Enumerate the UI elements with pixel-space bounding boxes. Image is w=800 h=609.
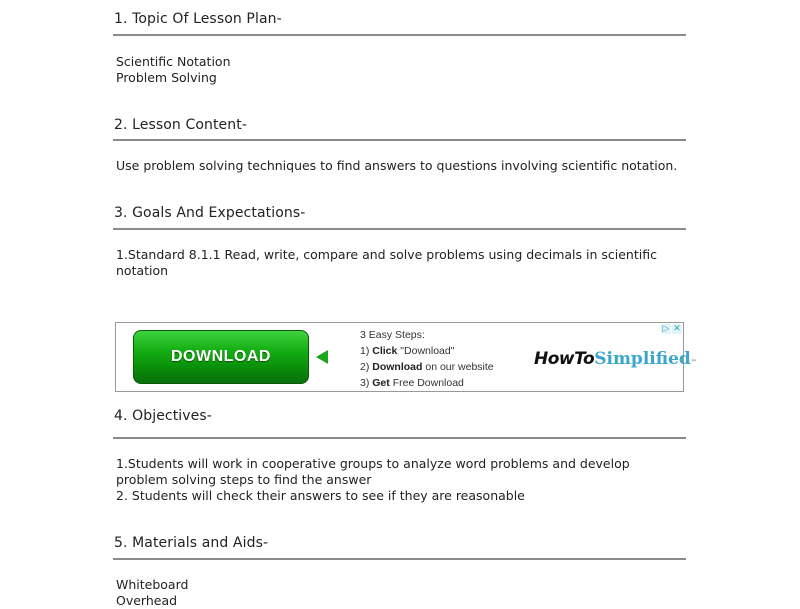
topic-line: Scientific Notation xyxy=(116,54,231,69)
objective-line: 1.Students will work in cooperative groups to analyze word problems and develop xyxy=(116,456,630,471)
section-2-divider xyxy=(113,139,686,141)
ad-step-3-prefix: 3) xyxy=(360,377,373,389)
ad-step-3 xyxy=(360,375,494,391)
ad-step-3-bold: Get xyxy=(372,377,390,389)
logo-simplified: Simplified xyxy=(594,349,691,369)
content-line: Use problem solving techniques to find answers to questions involving scientific notation. xyxy=(116,158,678,173)
section-5-body xyxy=(116,577,686,609)
close-icon[interactable]: ✕ xyxy=(673,324,681,334)
section-3-divider xyxy=(113,228,686,230)
ad-choices xyxy=(661,324,682,334)
ad-step-1-bold: Click xyxy=(372,345,398,357)
section-3-body xyxy=(116,247,686,279)
ad-steps-title: 3 Easy Steps: xyxy=(360,329,425,341)
ad-step-1-rest: "Download" xyxy=(397,345,455,357)
section-5-divider xyxy=(113,558,686,560)
ad-steps-text xyxy=(360,327,494,391)
material-line: Whiteboard xyxy=(116,577,189,592)
material-line: Overhead xyxy=(116,593,178,608)
section-1-divider xyxy=(113,34,686,36)
howtosimplified-logo[interactable] xyxy=(534,349,697,369)
ad-step-2-rest: on our website xyxy=(422,361,494,373)
goal-line: 1.Standard 8.1.1 Read, write, compare and solve problems using decimals in scientific xyxy=(116,247,657,262)
section-1-heading: 1. Topic Of Lesson Plan- xyxy=(114,11,282,27)
section-3-heading: 3. Goals And Expectations- xyxy=(114,205,306,221)
goal-line: notation xyxy=(116,263,169,278)
section-4-body xyxy=(116,456,686,504)
ad-step-2-prefix: 2) xyxy=(360,361,373,373)
ad-step-1-prefix: 1) xyxy=(360,345,373,357)
objective-line: problem solving steps to find the answer xyxy=(116,472,372,487)
ad-step-3-rest: Free Download xyxy=(389,377,464,389)
section-2-heading: 2. Lesson Content- xyxy=(114,117,247,133)
ad-step-2-bold: Download xyxy=(372,361,423,373)
topic-line: Problem Solving xyxy=(116,70,217,85)
left-arrow-icon xyxy=(316,350,328,364)
logo-trademark: ™ xyxy=(690,359,697,366)
ad-download-button[interactable]: DOWNLOAD xyxy=(133,330,309,384)
objective-line: 2. Students will check their answers to see if they are reasonable xyxy=(116,488,525,503)
advertisement-banner[interactable] xyxy=(115,322,697,392)
ad-step-2 xyxy=(360,359,494,375)
section-1-body xyxy=(116,54,686,86)
adchoices-icon[interactable]: ▷ xyxy=(662,324,670,334)
section-4-divider xyxy=(113,437,686,439)
logo-howto: HowTo xyxy=(534,349,595,369)
ad-step-1 xyxy=(360,343,494,359)
section-5-heading: 5. Materials and Aids- xyxy=(114,535,269,551)
section-4-heading: 4. Objectives- xyxy=(114,408,212,424)
section-2-body xyxy=(116,158,686,174)
